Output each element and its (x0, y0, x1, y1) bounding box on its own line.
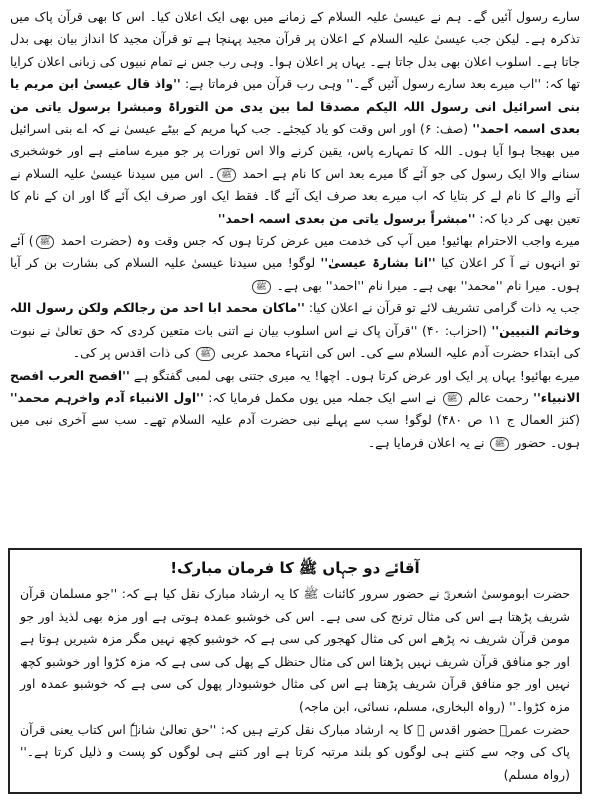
text-segment: (صف: ۶) اور اس وقت کو یاد کیجئے۔ جب کہا مریم کے بیٹے عیسیٰ نے کہ اے بنی اسرائیل میں بھیجا ہوا آیا ہوں۔ اللہ کا تمہارے پاس، یقین کرنے والا اس تورات پر جو میرے سامنے ہے اور خوشخبری سنانے والا ایک رسول کی جو آئے گا میرے بعد اس کا نام ہے احمد (10, 121, 580, 181)
text-segment: میرے بھائیو! یہاں پر ایک اور عرض کرتا ہوں۔ اچھا! یہ میری جتنی بھی لمبی گفتگو ہے (129, 367, 580, 383)
arabic-quote: ''واذ قال عیسیٰ ابن مریم یا بنی اسرائیل انی رسول اللہ الیکم مصدقا لما بین یدی من التوراۃ ومبشرا برسول یاتی من بعدی اسمہ احمد'' (10, 76, 581, 137)
arabic-quote: ''اول الانبیاء آدم واخرہم محمد'' (10, 389, 204, 405)
text-segment: میرے واجب الاحترام بھائیو! میں آپ کی خدمت میں عرض کرتا ہوں کہ جس وقت وہ (حضرت احمد (56, 233, 580, 249)
text-segment: (احزاب: ۴۰) ''قرآن پاک نے اس اسلوب بیان نے اتنی بات متعین کردی کہ حق تعالیٰ نے نبوت کی ابتداء حضرت آدم علیہ السلام سے کی۔ اس کی انتہاء محمد عربی (10, 322, 580, 361)
honorific-symbol: ﷺ (217, 168, 236, 182)
paragraph-1 (10, 6, 580, 230)
box-paragraph-2: حضرت عمرؓ حضور اقدس ﷺ کا یہ ارشاد مبارک نقل کرتے ہیں کہ: ''حق تعالیٰ شانہٗ اس کتاب یعنی قرآن پاک کی وجہ سے کتنے ہی لوگوں کو بلند مرتبہ کرتا ہے اور کتنے ہی لوگوں کو پست و ذلیل کرتا ہے۔'' (رواہ مسلم) (20, 721, 570, 782)
honorific-symbol: ﷺ (443, 392, 462, 406)
arabic-quote: ''ماکان محمد ابا احد من رجالکم ولکن رسول اللہ وخاتم النبیین'' (10, 300, 581, 338)
text-segment: ۔ اس میں سیدنا عیسیٰ علیہ السلام نے آنے والے کا نام لے کر بتایا کہ اب میرے بعد صرف ایک آئے گا۔ فقط ایک اور صرف ایک آئے گا اور ان کے نام کا تعین بھی کر دیا کہ: (10, 165, 580, 226)
paragraph-3 (10, 297, 580, 364)
text-segment: رحمت عالم (463, 389, 534, 405)
text-segment: ) آئے تو انہوں نے آ کر اعلان کیا (10, 233, 580, 271)
arabic-quote: ''مبشراً برسول یاتی من بعدی اسمہ احمد'' (217, 210, 476, 226)
text-segment: لوگو! میں سیدنا عیسیٰ علیہ السلام کی بشارت بن کر آیا ہوں۔ میرا نام ''محمد'' بھی ہے۔ میرا نام ''احمد'' بھی ہے۔ (10, 255, 580, 293)
text-segment: (کنز العمال ج ۱۱ ص ۴۸۰) لوگو! سب سے پہلے نبی حضرت آدم علیہ السلام تھے۔ سب سے آخری نبی میں ہوں۔ حضور (10, 412, 580, 450)
paragraph-2 (10, 230, 580, 297)
arabic-quote: ''افصح العرب افصح الانبیاء'' (10, 367, 580, 405)
text-segment: نے یہ اعلان فرمایا ہے۔ (367, 434, 489, 450)
paragraph-4 (10, 365, 580, 455)
box-title: آقائے دو جہاں ﷺ کا فرمان مبارک! (170, 559, 420, 577)
box-body (20, 583, 570, 786)
hadith-box (8, 548, 582, 794)
text-segment: کی ذات اقدس پر کی۔ (72, 345, 195, 361)
honorific-symbol: ﷺ (252, 280, 271, 294)
honorific-symbol: ﷺ (490, 437, 509, 451)
box-paragraph-1: حضرت ابوموسیٰ اشعریؓ نے حضور سرور کائنات ﷺ کا یہ ارشاد مبارک نقل کیا ہے کہ: ''جو مسلمان قرآن شریف پڑھتا ہے اس کی مثال ترنج کی سی ہے۔ اس کی خوشبو عمدہ ہوتی ہے اور مزہ بھی لذیذ اور جو مومن قرآن شریف نہ پڑھے اس کی مثال کھجور کی سی ہے کہ خوشبو کچھ نہیں مگر مزہ شیریں ہوتا ہے اور جو منافق قرآن شریف نہیں پڑھتا اس کی مثال حنظل کے پھل کی سی ہے کہ مزہ کڑوا اور خوشبو کچھ نہیں اور جو منافق قرآن شریف پڑھتا ہے اس کی مثال خوشبودار پھول کی سی ہے کہ خوشبو عمدہ اور مزہ کڑوا۔'' (رواہ البخاری، مسلم، نسائی، ابن ماجہ) (20, 586, 570, 714)
arabic-quote: ''انا بشارۃ عیسیٰ'' (320, 255, 436, 271)
text-segment: نے اسے ایک جملہ میں یوں مکمل فرمایا کہ: (203, 389, 441, 405)
text-segment: سارے رسول آئیں گے۔ ہم نے عیسیٰ علیہ السلام کے زمانے میں بھی ایک اعلان کیا۔ اس کا بھی قرآن پاک میں تذکرہ ہے۔ لیکن جب عیسیٰ علیہ السلام کے اعلان پر قرآن مجید پہنچا ہے تو قرآن مجید کا انداز بیان بھی بدل جاتا ہے۔ اسلوب اعلان بھی بدل جاتا ہے۔ یہاں پر اعلان ہوا۔ وہی رب جس نے تمام نبیوں کی زبانی اعلان کرایا تھا کہ: ''اب میرے بعد سارے رسول آئیں گے۔'' وہی رب قرآن میں فرماتا ہے: (10, 9, 580, 92)
article-body (10, 6, 580, 454)
honorific-symbol: ﷺ (36, 235, 55, 249)
honorific-symbol: ﷺ (196, 347, 215, 361)
text-segment: جب یہ ذات گرامی تشریف لائے تو قرآن نے اعلان کیا: (304, 300, 580, 316)
